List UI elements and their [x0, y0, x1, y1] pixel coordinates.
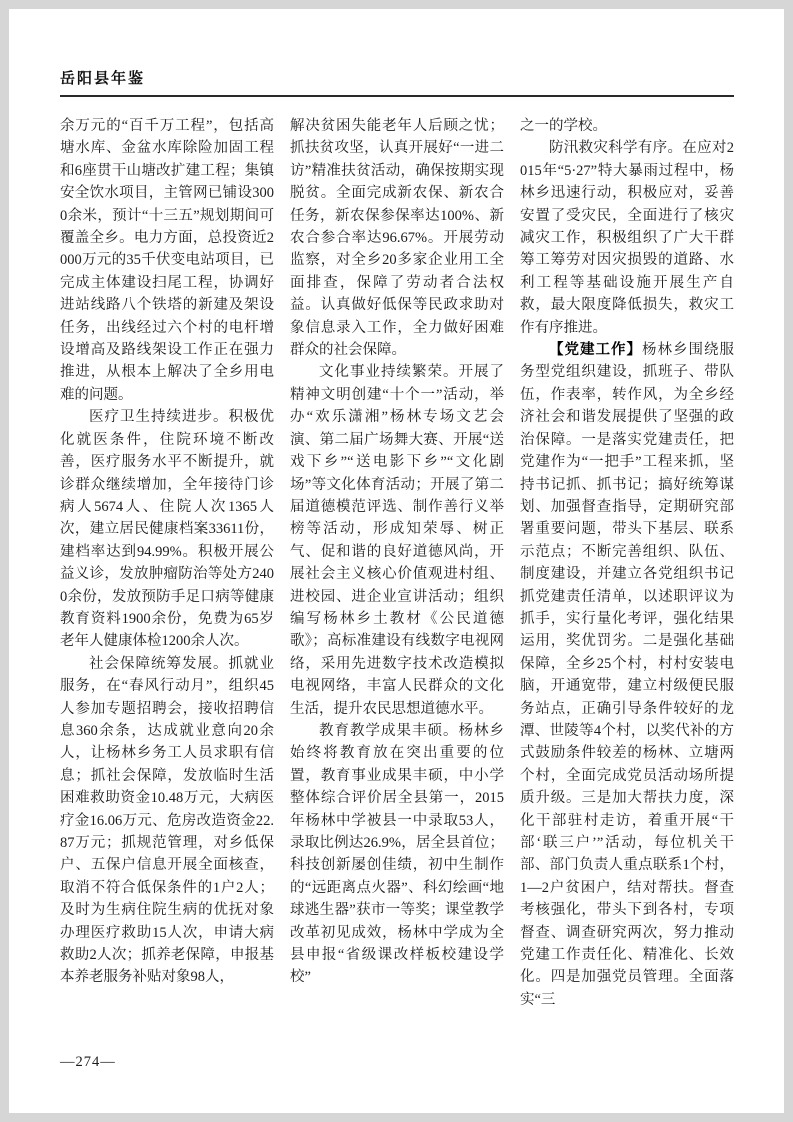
text-column-2: [290, 115, 504, 1051]
paragraph-culture: 文化事业持续繁荣。开展了精神文明创建“十个一”活动，举办“欢乐潇湘”杨林专场文艺会演、第二届广场舞大赛、开展“送戏下乡”“送电影下乡”“文化剧场”等文化体育活动；开展了第二届道德模范评选、制作善行义举榜等活动，形成知荣辱、树正气、促和谐的良好道德风尚，开展社会主义核心价值观进村组、进校园、进企业宣讲活动；组织编写杨林乡土教材《公民道德歌》；高标准建设有线数字电视网络，采用先进数字技术改造模拟电视网络，丰富人民群众的文化生活，提升农民思想道德水平。: [290, 364, 504, 717]
paragraph-medical-health: 医疗卫生持续进步。积极优化就医条件，住院环境不断改善，医疗服务水平不断提升，就诊群众继续增加，全年接待门诊病人5674人、住院人次1365人次，建立居民健康档案33611份，建档率达到94.99%。积极开展公益义诊，发放肿瘤防治等处方2400余份，发放预防手足口病等健康教育资料1900余份，免费为65岁老年人健康体检1200余人次。: [60, 409, 274, 650]
paragraph-social-security: 社会保障统筹发展。抓就业服务，在“春风行动月”，组织45人参加专题招聘会，接收招聘信息360余条，达成就业意向20余人，让杨林乡务工人员求职有信息；抓社会保障，发放临时生活困难救助资金10.48万元，大病医疗金16.06万元、危房改造资金22.87万元；抓规范管理，对乡低保户、五保户信息开展全面核查，取消不符合低保条件的1户2人；及时为生病住院生病的优抚对象办理医疗救助15人次，申请大病救助2人次；抓养老保障，申报基本养老服务补贴对象98人，: [60, 655, 274, 986]
section-label-party-building: 【党建工作】: [549, 342, 642, 359]
header-rule: [60, 95, 734, 97]
page-header: [60, 67, 734, 97]
paragraph-infrastructure-continued: 余万元的“百千万工程”，包括高塘水库、金盆水库除险加固工程和6座贯干山塘改扩建工程；集镇安全饮水项目，主管网已铺设3000余米，预计“十三五”规划期间可覆盖全乡。电力方面，总投资近2000万元的35千伏变电站项目，已完成主体建设扫尾工程，协调好进站线路八个铁塔的新建及架设任务，出线经过六个村的电杆增设增高及路线架设工作正在强力推进，从根本上解决了全乡用电难的问题。: [60, 118, 274, 403]
paragraph-social-security-continued: 解决贫困失能老年人后顾之忧；抓扶贫攻坚，认真开展好“一进二访”精准扶贫活动，确保按期实现脱贫。全面完成新农保、新农合任务，新农保参保率达100%、新农合参合率达96.67%。开展劳动监察，对全乡20多家企业用工全面排查，保障了劳动者合法权益。认真做好低保等民政求助对象信息录入工作，全力做好困难群众的社会保障。: [290, 118, 504, 359]
page-footer: [60, 1053, 116, 1071]
paragraph-education-continued: 之一的学校。: [520, 118, 607, 134]
paragraph-flood-relief: 防汛救灾科学有序。在应对2015年“5·27”特大暴雨过程中，杨林乡迅速行动，积极应对，妥善安置了受灾民，全面进行了核灾减灾工作，积极组织了广大干群筹工筹劳对因灾损毁的道路、水利工程等基础设施开展生产自救，最大限度降低损失，救灾工作有序推进。: [520, 140, 734, 336]
page-title: 岳阳县年鉴: [60, 71, 146, 87]
page-number: —274—: [60, 1054, 116, 1070]
paragraph-party-building: [520, 339, 734, 1011]
yearbook-page: [9, 9, 784, 1113]
text-column-3: [520, 115, 734, 1051]
paragraph-education: 教育教学成果丰硕。杨林乡始终将教育放在突出重要的位置，教育事业成果丰硕，中小学整体综合评价居全县第一，2015年杨林中学被县一中录取53人，录取比例达26.9%，居全县首位；科技创新屡创佳绩，初中生制作的“远距离点火器”、科幻绘画“地球逃生器”获市一等奖；课堂教学改革初见成效，杨林中学成为全县申报“省级课改样板校建设学校”: [290, 722, 504, 986]
text-columns: [60, 115, 734, 1051]
paragraph-party-building-text: 杨林乡围绕服务型党组织建设，抓班子、带队伍，作表率，转作风，为全乡经济社会和谐发展提供了坚强的政治保障。一是落实党建责任，把党建作为“一把手”工程来抓，坚持书记抓、抓书记；搞好统筹谋划、加强督查指导，定期研究部署重要问题，带头下基层、联系示范点；不断完善组织、队伍、制度建设，并建立各党组织书记抓党建责任清单，以述职评议为抓手，实行量化考评，强化结果运用，奖优罚劣。二是强化基础保障，全乡25个村，村村安装电脑，开通宽带，建立村级便民服务站点，正确引导条件较好的龙潭、世陵等4个村，以奖代补的方式鼓励条件较差的杨林、立塘两个村，全面完成党员活动场所提质升级。三是加大帮扶力度，深化干部驻村走访，着重开展“干部‘联三户’”活动，每位机关干部、部门负责人重点联系1个村，1—2户贫困户，结对帮扶。督查考核强化，带头下到各村，专项督查、调查研究两次，努力推动党建工作责任化、精准化、长效化。四是加强党员管理。全面落实“三: [520, 342, 734, 1008]
text-column-1: [60, 115, 274, 1051]
